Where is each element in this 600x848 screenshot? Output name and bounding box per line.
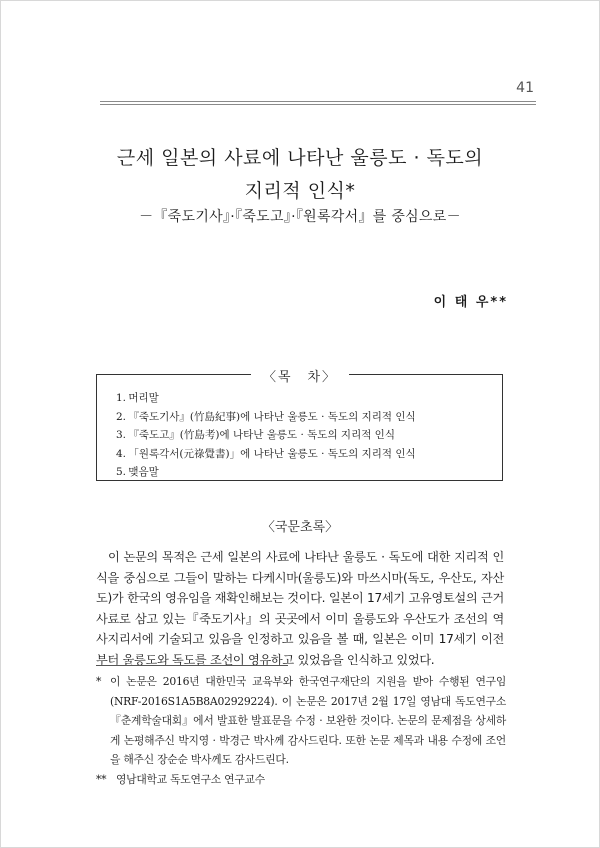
toc-item: 1. 머리말: [116, 392, 159, 404]
page-number: 41: [516, 80, 534, 96]
toc-item: 2. 『죽도기사』(竹島紀事)에 나타난 울릉도 · 독도의 지리적 인식: [116, 410, 416, 423]
toc-item: 4. 「원록각서(元祿覺書)」에 나타난 울릉도 · 독도의 지리적 인식: [116, 447, 416, 460]
title-line-1: 근세 일본의 사료에 나타난 울릉도 · 독도의: [116, 147, 484, 169]
footnote-item: [96, 770, 506, 790]
footnote-text: 이 논문은 2016년 대한민국 교육부와 한국연구재단의 지원을 받아 수행된 연구임(NRF-2016S1A5B8A02929224). 이 논문은 2017년 2월 17일 영남대 독도연구소『춘계학술대회』에서 발표한 발표문을 수정 · 보완한 것이다. 논문의 문제점을 상세하게 논평해주신 박지영 · 박경근 박사께 감사드린다. 또한 논문 제목과 내용 수정에 조언을 해주신 장순순 박사께도 감사드린다.: [110, 675, 506, 767]
abstract-body: 이 논문의 목적은 근세 일본의 사료에 나타난 울릉도 · 독도에 대한 지리적 인식을 중심으로 그들이 말하는 다케시마(울릉도)와 마쓰시마(독도, 우산도, 자산도)가 한국의 영유임을 재확인해보는 것이다. 일본이 17세기 고유영토설의 근거 사료로 삼고 있는『죽도기사』의 곳곳에서 이미 울릉도와 우산도가 조선의 역사지리서에 기술되고 있음을 인정하고 있음을 볼 때, 일본은 이미 17세기 이전부터 울릉도와 독도를 조선이 영유하고 있었음을 인식하고 있었다.: [96, 550, 504, 667]
footnote-divider: [96, 665, 288, 666]
paper-title: [60, 142, 540, 208]
toc-item: 5. 맺음말: [116, 466, 159, 478]
toc-item: 3. 『죽도고』(竹島考)에 나타난 울릉도 · 독도의 지리적 인식: [116, 429, 395, 441]
author-name: 이 태 우**: [433, 295, 508, 310]
title-line-2: 지리적 인식*: [244, 180, 356, 202]
paper-subtitle: －『죽도기사』·『죽도고』·『원록각서』를 중심으로－: [139, 209, 461, 225]
footnotes: [96, 672, 506, 790]
footnote-text: 영남대학교 독도연구소 연구교수: [116, 772, 265, 786]
footnote-item: [96, 672, 506, 770]
toc-list: [116, 389, 416, 482]
header-rule: [100, 101, 536, 105]
abstract-heading: 〈국문초록〉: [261, 520, 339, 535]
footnote-mark: *: [96, 675, 102, 688]
toc-heading: 〈목 차〉: [0, 366, 600, 385]
footnote-mark: **: [96, 772, 107, 786]
